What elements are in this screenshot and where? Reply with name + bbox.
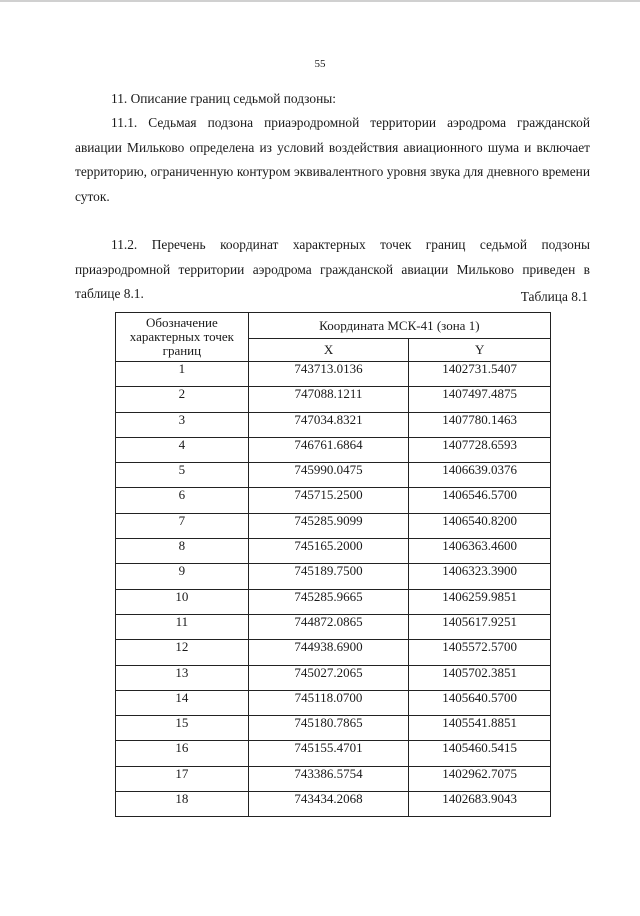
x-coordinate-cell: 745285.9665: [248, 589, 409, 614]
y-coordinate-cell: 1402683.9043: [409, 792, 551, 817]
y-coordinate-cell: 1406259.9851: [409, 589, 551, 614]
x-coordinate-cell: 745715.2500: [248, 488, 409, 513]
x-coordinate-cell: 745155.4701: [248, 741, 409, 766]
y-coordinate-cell: 1405617.9251: [409, 614, 551, 639]
table-row: [116, 412, 551, 437]
point-number-cell: 12: [116, 640, 249, 665]
paragraph-11-1: 11.1. Седьмая подзона приаэродромной территории аэродрома гражданской авиации Мильково определена из условий воздействия авиационного шума и включает территорию, ограниченную контуром эквивалентного уровня звука для дневного времени суток.: [75, 115, 590, 204]
point-number-cell: 7: [116, 513, 249, 538]
coordinates-table: [115, 312, 551, 817]
point-number-cell: 11: [116, 614, 249, 639]
point-number-cell: 13: [116, 665, 249, 690]
table-row: [116, 437, 551, 462]
header-y: Y: [409, 339, 551, 362]
y-coordinate-cell: 1406546.5700: [409, 488, 551, 513]
paragraph-11-2: 11.2. Перечень координат характерных точек границ седьмой подзоны приаэродромной территории аэродрома гражданской авиации Мильково приведен в таблице 8.1.: [75, 237, 590, 301]
y-coordinate-cell: 1406639.0376: [409, 463, 551, 488]
x-coordinate-cell: 744938.6900: [248, 640, 409, 665]
table-row: [116, 513, 551, 538]
point-number-cell: 5: [116, 463, 249, 488]
x-coordinate-cell: 745189.7500: [248, 564, 409, 589]
table-row: [116, 362, 551, 387]
table-row: [116, 792, 551, 817]
y-coordinate-cell: 1405702.3851: [409, 665, 551, 690]
header-coordinate-system: Координата МСК-41 (зона 1): [248, 313, 550, 339]
y-coordinate-cell: 1405541.8851: [409, 716, 551, 741]
x-coordinate-cell: 744872.0865: [248, 614, 409, 639]
y-coordinate-cell: 1405640.5700: [409, 690, 551, 715]
y-coordinate-cell: 1402962.7075: [409, 766, 551, 791]
table-row: [116, 640, 551, 665]
point-number-cell: 6: [116, 488, 249, 513]
y-coordinate-cell: 1405572.5700: [409, 640, 551, 665]
table-row: [116, 564, 551, 589]
table-row: [116, 741, 551, 766]
header-point-designation: Обозначение характерных точек границ: [116, 313, 249, 362]
x-coordinate-cell: 743386.5754: [248, 766, 409, 791]
point-number-cell: 14: [116, 690, 249, 715]
point-number-cell: 3: [116, 412, 249, 437]
y-coordinate-cell: 1407497.4875: [409, 387, 551, 412]
header-x: X: [248, 339, 409, 362]
x-coordinate-cell: 745027.2065: [248, 665, 409, 690]
x-coordinate-cell: 745118.0700: [248, 690, 409, 715]
point-number-cell: 16: [116, 741, 249, 766]
table-row: [116, 488, 551, 513]
point-number-cell: 1: [116, 362, 249, 387]
y-coordinate-cell: 1407780.1463: [409, 412, 551, 437]
y-coordinate-cell: 1406363.4600: [409, 539, 551, 564]
x-coordinate-cell: 745990.0475: [248, 463, 409, 488]
x-coordinate-cell: 747034.8321: [248, 412, 409, 437]
table-row: [116, 614, 551, 639]
y-coordinate-cell: 1406323.3900: [409, 564, 551, 589]
table-row: [116, 690, 551, 715]
table-row: [116, 387, 551, 412]
y-coordinate-cell: 1407728.6593: [409, 437, 551, 462]
point-number-cell: 15: [116, 716, 249, 741]
table-row: [116, 716, 551, 741]
x-coordinate-cell: 746761.6864: [248, 437, 409, 462]
page-edge: [0, 0, 640, 2]
point-number-cell: 9: [116, 564, 249, 589]
point-number-cell: 10: [116, 589, 249, 614]
table-row: [116, 589, 551, 614]
x-coordinate-cell: 745165.2000: [248, 539, 409, 564]
x-coordinate-cell: 743713.0136: [248, 362, 409, 387]
page-number: 55: [314, 58, 326, 70]
table-row: [116, 766, 551, 791]
y-coordinate-cell: 1406540.8200: [409, 513, 551, 538]
point-number-cell: 18: [116, 792, 249, 817]
point-number-cell: 2: [116, 387, 249, 412]
x-coordinate-cell: 745285.9099: [248, 513, 409, 538]
y-coordinate-cell: 1402731.5407: [409, 362, 551, 387]
point-number-cell: 17: [116, 766, 249, 791]
table-row: [116, 539, 551, 564]
section-heading: 11. Описание границ седьмой подзоны:: [111, 91, 336, 106]
point-number-cell: 8: [116, 539, 249, 564]
table-row: [116, 665, 551, 690]
point-number-cell: 4: [116, 437, 249, 462]
y-coordinate-cell: 1405460.5415: [409, 741, 551, 766]
x-coordinate-cell: 743434.2068: [248, 792, 409, 817]
table-row: [116, 463, 551, 488]
x-coordinate-cell: 745180.7865: [248, 716, 409, 741]
table-caption: Таблица 8.1: [520, 289, 588, 304]
x-coordinate-cell: 747088.1211: [248, 387, 409, 412]
